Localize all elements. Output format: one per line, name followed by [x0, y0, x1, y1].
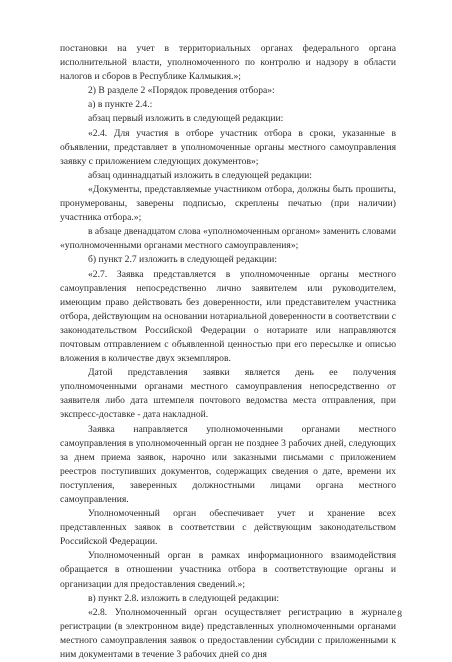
paragraph-7: «Документы, представляемые участником отбора, должны быть прошиты, пронумерованы, заверены подписью, скреплены печатью (при наличии) участника отбора.»;	[60, 183, 396, 224]
paragraph-9: б) пункт 2.7 изложить в следующей редакции:	[88, 254, 277, 266]
page-number: 8	[397, 610, 402, 620]
paragraph-5: «2.4. Для участия в отборе участник отбора в сроки, указанные в объявлении, представляет в уполномоченные органы местного самоуправления заявку с приложением следующих документов»;	[60, 127, 396, 167]
paragraph-3: а) в пункте 2.4.:	[88, 99, 153, 111]
paragraph-11: Датой представления заявки является день ее получения уполномоченными органами местного самоуправления непосредственно от заявителя либо дата штемпеля почтового ведомства места отправления, при экспресс-доставке - дата накладной.	[60, 367, 396, 421]
paragraph-2: 2) В разделе 2 «Порядок проведения отбора»:	[88, 85, 275, 97]
paragraph-6: абзац одиннадцатый изложить в следующей редакции:	[88, 169, 312, 181]
paragraph-12: Заявка направляется уполномоченными органами местного самоуправления в уполномоченный орган не позднее 3 рабочих дней, следующих за днем приема заявок, нарочно или заказными письмами с приложением реестров поступивших документов, содержащих сведения о дате, времени их поступления, заверенных должностными лицами органа местного самоуправления.	[60, 423, 396, 505]
paragraph-14: Уполномоченный орган в рамках информационного взаимодействия обращается в отношении участника отбора в соответствующие органы и организации для предоставления сведений.»;	[60, 550, 396, 590]
paragraph-8: в абзаце двенадцатом слова «уполномоченным органом» заменить словами «уполномоченными органами местного самоуправления»;	[60, 226, 396, 252]
paragraph-1: постановки на учет в территориальных органах федерального органа исполнительной власти, уполномоченного по контролю и надзору в области налогов и сборов в Республике Калмыкия.»;	[60, 43, 396, 83]
paragraph-10: «2.7. Заявка представляется в уполномоченные органы местного самоуправления непосредственно лично заявителем или руководителем, имеющим право действовать без доверенности, или представителем участника отбора, действующим на основании нотариальной доверенности в соответствии с законодательством Российской Федерации о нотариате или направляются почтовым отправлением с объявленной ценностью при его пересылке и описью вложения в количестве двух экземпляров.	[60, 268, 396, 365]
document-body	[60, 42, 396, 662]
paragraph-13: Уполномоченный орган обеспечивает учет и хранение всех представленных заявок в соответствии с действующим законодательством Российской Федерации.	[60, 508, 396, 548]
paragraph-16: «2.8. Уполномоченный орган осуществляет регистрацию в журнале регистрации (в электронном виде) представленных уполномоченными органами местного самоуправления заявок о предоставлении субсидии с приложенными к ним документами в течение 3 рабочих дней со дня	[60, 606, 396, 661]
paragraph-4: абзац первый изложить в следующей редакции:	[88, 113, 284, 125]
paragraph-15: в) пункт 2.8. изложить в следующей редакции:	[88, 592, 280, 604]
